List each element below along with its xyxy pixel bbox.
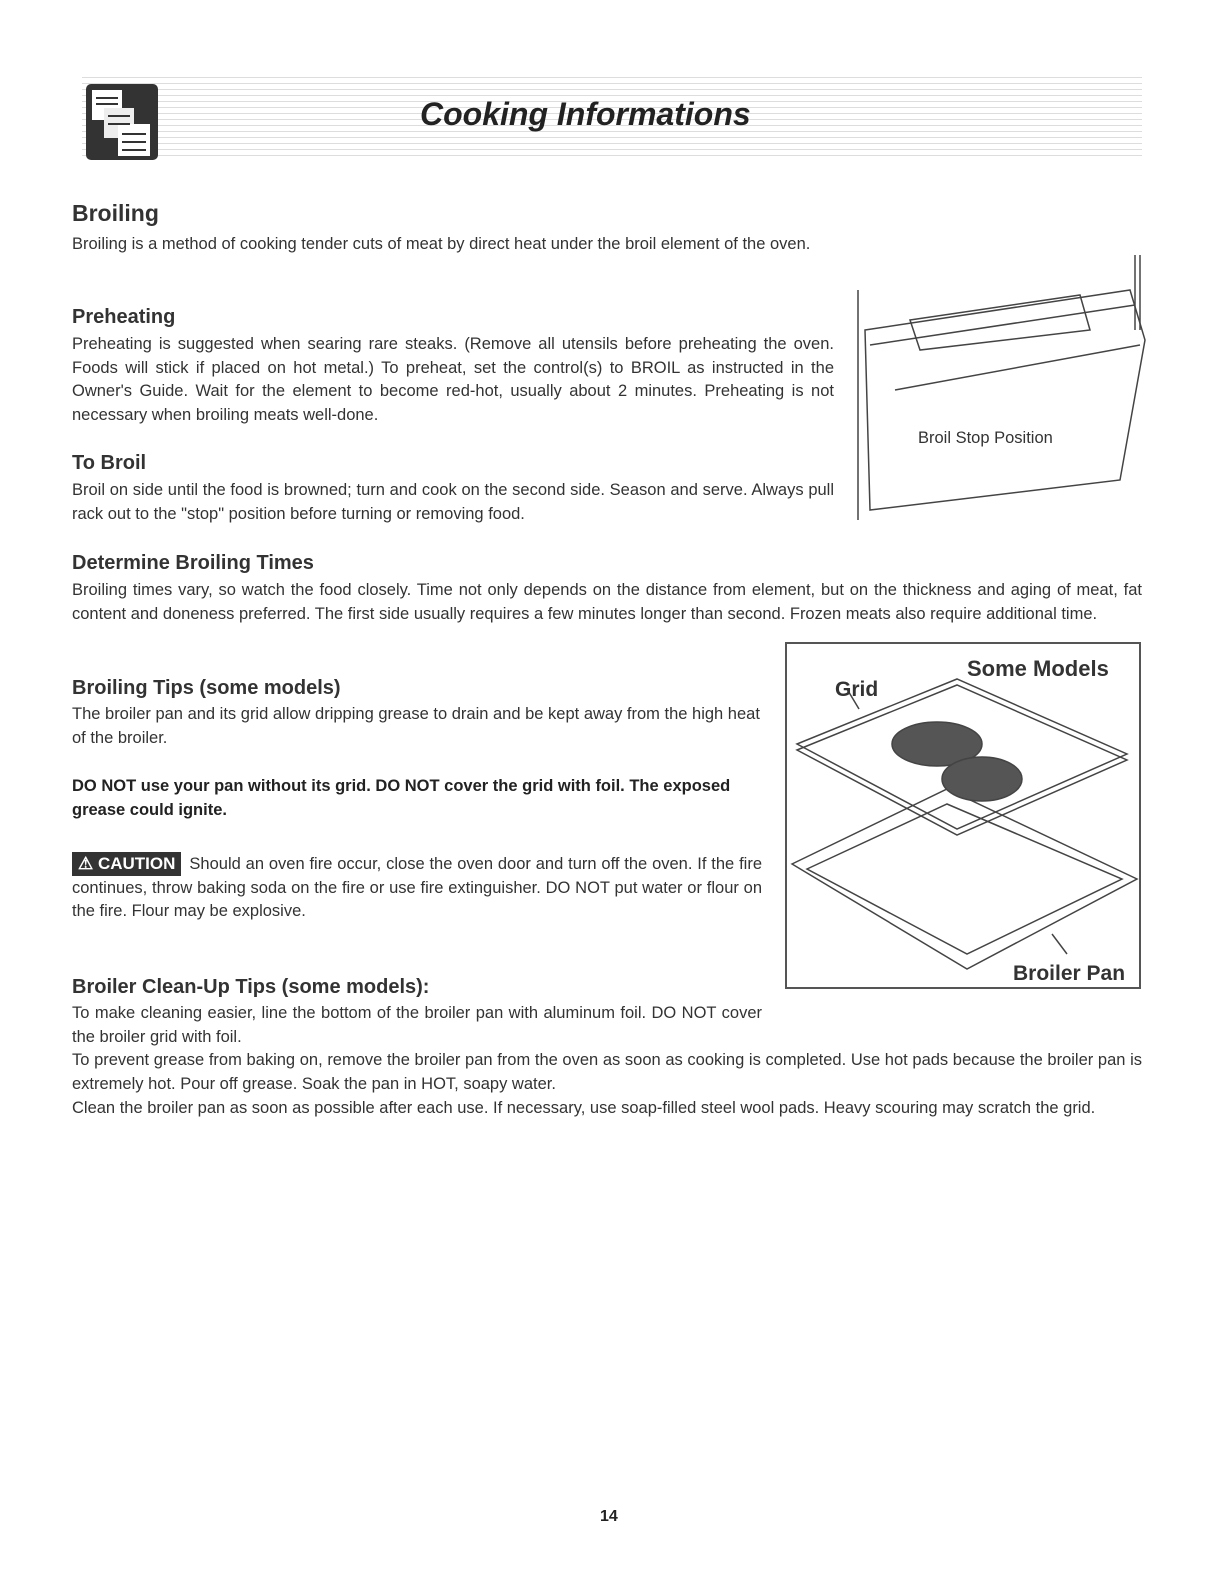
cleanup-text-2: To prevent grease from baking on, remove the broiler pan from the oven as soon as cooking is completed. Use hot pads because the broiler pan is extremely hot. Pour off grease. Soak the pan in HOT, soapy water. <box>72 1051 1142 1094</box>
caution-label: CAUTION <box>97 854 176 873</box>
heading-determine-times: Determine Broiling Times <box>72 552 314 574</box>
broil-stop-illustration <box>850 250 1150 525</box>
caution-paragraph <box>72 852 762 924</box>
heading-to-broil: To Broil <box>72 452 147 474</box>
preheating-text: Preheating is suggested when searing rare steaks. (Remove all utensils before preheating the oven. Foods will stick if placed on hot metal.) To preheat, set the control(s) to BROIL as instructed in the Owner's Guide. Wait for the element to become red-hot, usually about 2 minutes. Preheating is not necessary when broiling meats well-done. <box>72 335 834 425</box>
to-broil-text: Broil on side until the food is browned; turn and cook on the second side. Season and serve. Always pull rack out to the "stop" position before turning or removing food. <box>72 481 834 523</box>
grid-label: Grid <box>835 678 879 701</box>
heading-cleanup: Broiler Clean-Up Tips (some models): <box>72 976 430 998</box>
broil-stop-label: Broil Stop Position <box>918 429 1053 447</box>
determine-text: Broiling times vary, so watch the food closely. Time not only depends on the distance from element, but on the thickness and aging of meat, fat content and doneness preferred. The first side usually requires a few minutes longer than second. Frozen meats also require additional time. <box>72 581 1142 623</box>
cleanup-text <box>72 1002 1142 1121</box>
cleanup-text-3: Clean the broiler pan as soon as possible after each use. If necessary, use soap-filled steel wool pads. Heavy scouring may scratch the grid. <box>72 1098 1096 1117</box>
broiler-pan-label: Broiler Pan <box>1013 962 1126 985</box>
tips-text: The broiler pan and its grid allow dripping grease to drain and be kept away from the high heat of the broiler. <box>72 705 760 747</box>
heading-preheating: Preheating <box>72 306 176 328</box>
broiling-text: Broiling is a method of cooking tender cuts of meat by direct heat under the broil element of the oven. <box>72 235 811 253</box>
heading-broiling-tips: Broiling Tips (some models) <box>72 677 341 699</box>
heading-broiling: Broiling <box>72 200 159 226</box>
some-models-label: Some Models <box>967 656 1109 681</box>
broiler-pan-figure <box>785 642 1141 989</box>
caution-badge: ⚠ CAUTION <box>72 852 181 876</box>
page-number: 14 <box>600 1508 618 1525</box>
warning-text: DO NOT use your pan without its grid. DO NOT cover the grid with foil. The exposed grease could ignite. <box>72 777 731 819</box>
cleanup-text-1: To make cleaning easier, line the bottom of the broiler pan with aluminum foil. DO NOT cover the broiler grid with foil. <box>72 1004 762 1046</box>
documents-icon <box>86 84 158 160</box>
caution-text: Should an oven fire occur, close the oven door and turn off the oven. If the fire continues, throw baking soda on the fire or use fire extinguisher. DO NOT put water or flour on the fire. Flour may be explosive. <box>72 855 762 921</box>
page-title: Cooking Informations <box>420 96 751 132</box>
